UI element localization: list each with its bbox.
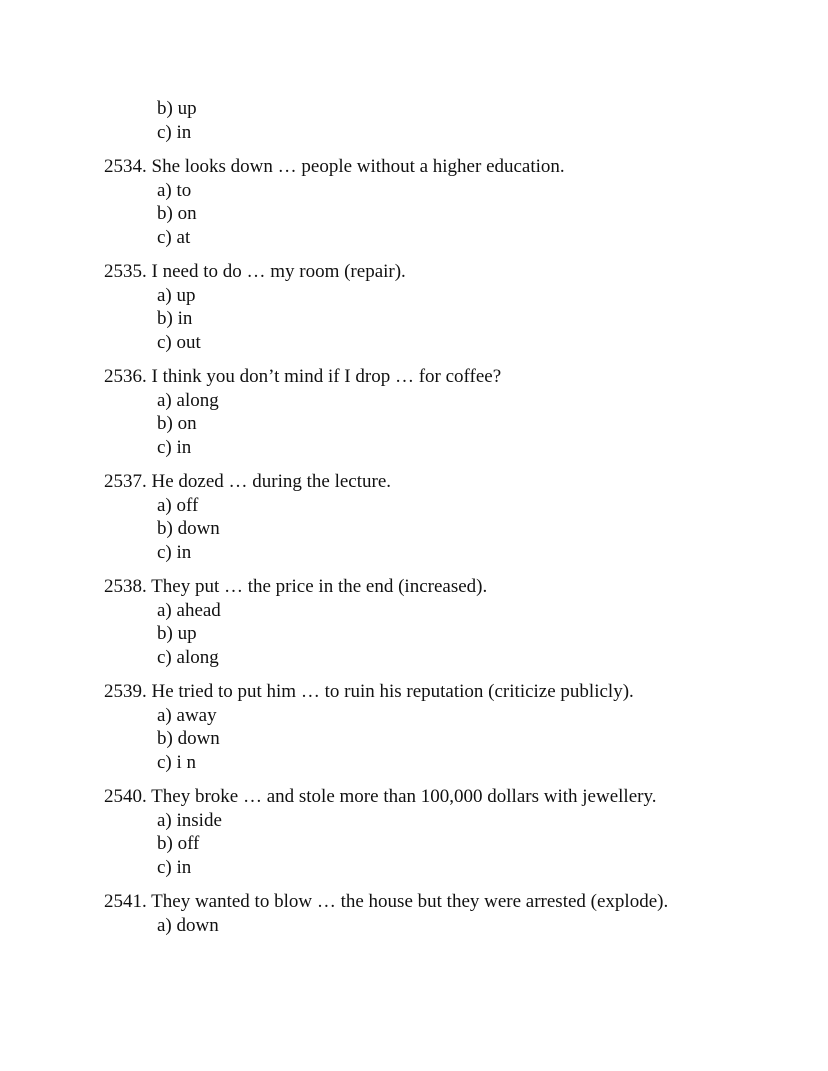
option-item: b) up <box>157 623 197 644</box>
question-2534 <box>0 155 828 249</box>
option-item: c) in <box>157 436 192 458</box>
option-item: c) out <box>157 331 201 353</box>
question-stem: 2540. They broke … and stole more than 100,000 dollars with jewellery. <box>104 786 657 807</box>
option-item: b) down <box>157 728 220 749</box>
question-2536 <box>0 365 828 459</box>
question-2537 <box>0 470 828 564</box>
question-stem: 2537. He dozed … during the lecture. <box>104 471 392 492</box>
option-item: b) up <box>157 98 197 119</box>
option-item: b) off <box>157 833 200 854</box>
option-item: b) on <box>157 413 197 434</box>
option-item: a) away <box>157 704 217 726</box>
question-options <box>0 284 828 355</box>
option-item: c) along <box>157 646 219 668</box>
option-item: c) i n <box>157 751 197 773</box>
question-2541 <box>0 890 828 937</box>
question-stem: 2541. They wanted to blow … the house but they were arrested (explode). <box>104 891 669 912</box>
question-stem: 2536. I think you don’t mind if I drop … for coffee? <box>104 366 502 387</box>
option-item: a) ahead <box>157 599 221 621</box>
option-item: a) along <box>157 389 219 411</box>
option-item: c) in <box>157 121 192 143</box>
option-item: c) in <box>157 541 192 563</box>
question-options <box>0 914 828 938</box>
question-stem: 2534. She looks down … people without a higher education. <box>104 156 565 177</box>
question-options <box>0 704 828 775</box>
option-item: a) inside <box>157 809 222 831</box>
question-options <box>0 494 828 565</box>
option-item: a) down <box>157 914 219 936</box>
question-2535 <box>0 260 828 354</box>
option-item: c) in <box>157 856 192 878</box>
question-stem: 2538. They put … the price in the end (increased). <box>104 576 488 597</box>
question-2540 <box>0 785 828 879</box>
question-stem: 2535. I need to do … my room (repair). <box>104 261 406 282</box>
option-item: a) up <box>157 284 196 306</box>
option-item: c) at <box>157 226 191 248</box>
question-options <box>0 809 828 880</box>
question-2539 <box>0 680 828 774</box>
option-item: b) on <box>157 203 197 224</box>
document-page <box>0 97 828 937</box>
question-options <box>0 179 828 250</box>
question-options <box>0 389 828 460</box>
option-item: a) to <box>157 179 192 201</box>
option-item: b) down <box>157 518 220 539</box>
option-item: b) in <box>157 308 193 329</box>
question-stem: 2539. He tried to put him … to ruin his reputation (criticize publicly). <box>104 681 634 702</box>
option-item: a) off <box>157 494 199 516</box>
continued-options <box>0 97 828 144</box>
question-2538 <box>0 575 828 669</box>
question-options <box>0 599 828 670</box>
